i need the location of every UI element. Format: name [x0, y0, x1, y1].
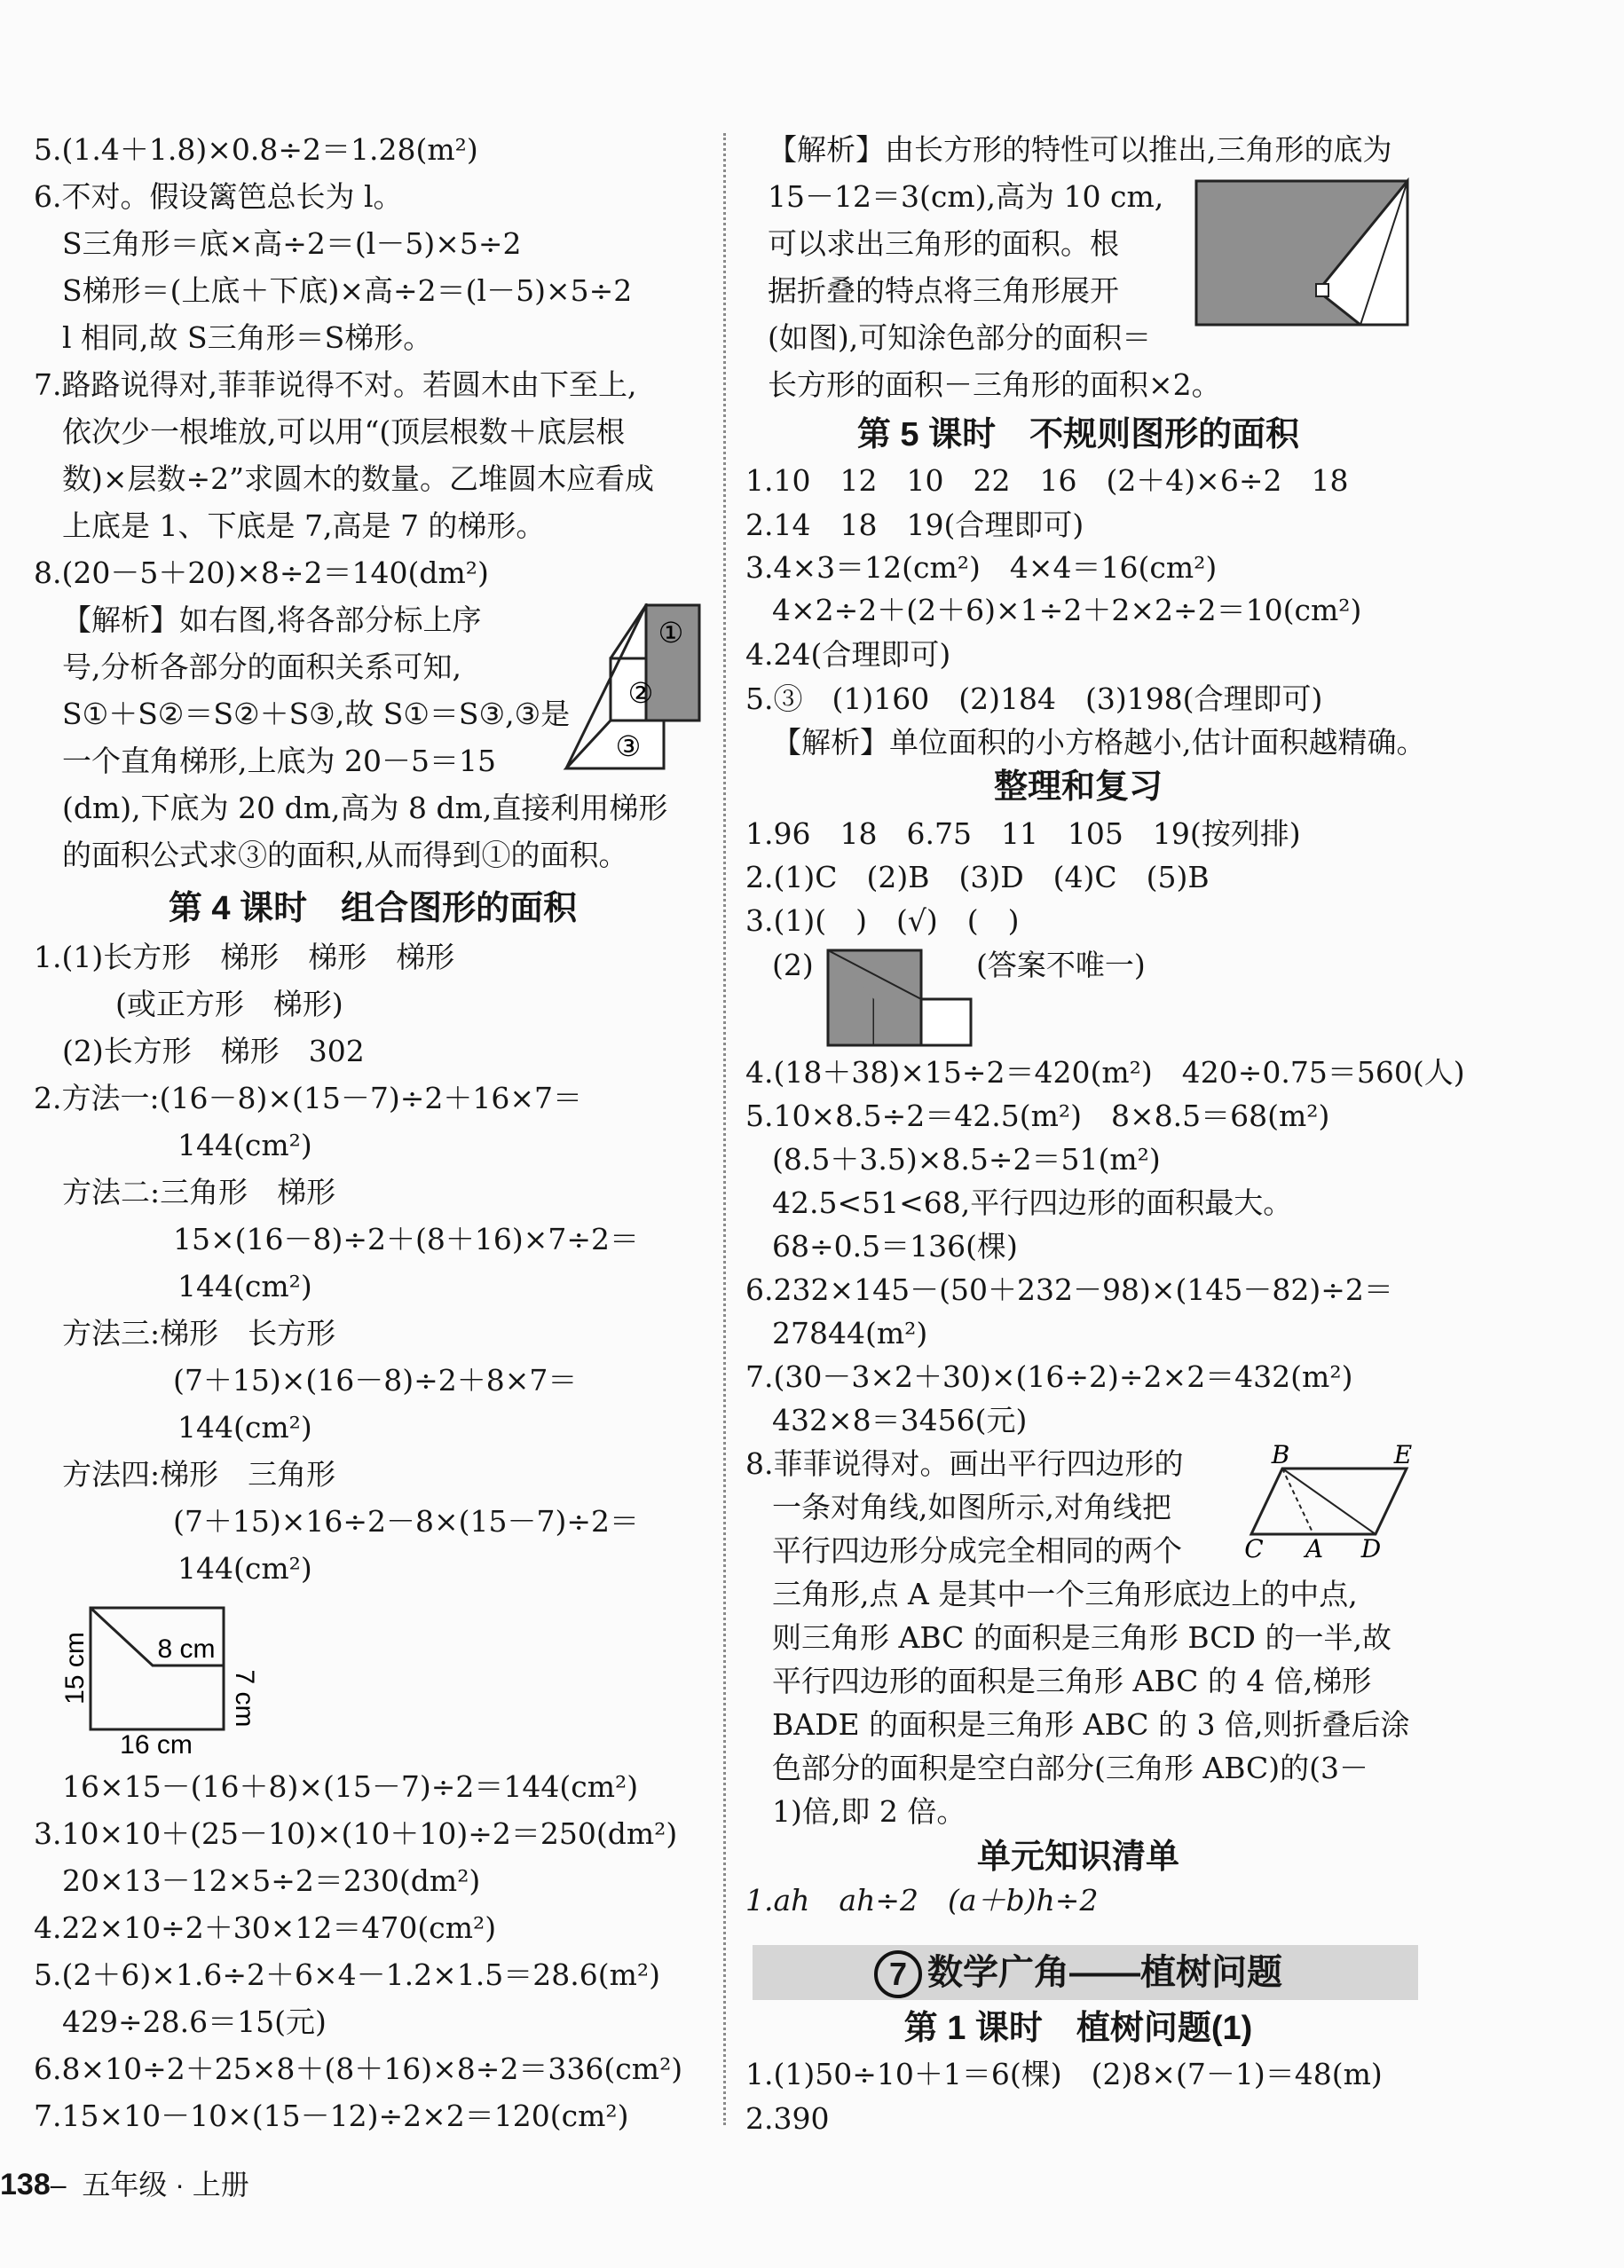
text-line: S三角形＝底×高÷2＝(l－5)×5÷2 [62, 226, 522, 261]
region-label: ① [658, 616, 684, 650]
section-heading: 第 5 课时 不规则图形的面积 [856, 416, 1300, 453]
text-line: 7.(30－3×2＋30)×(16÷2)÷2×2＝432(m²) [745, 1359, 1353, 1394]
text-line: 5.(2＋6)×1.6÷2＋6×4－1.2×1.5＝28.6(m²) [34, 1957, 661, 1992]
text-line: 方法四:梯形 三角形 [62, 1457, 336, 1492]
text-line: 432×8＝3456(元) [772, 1403, 1028, 1437]
text-line: 方法三:梯形 长方形 [62, 1316, 336, 1351]
text-line: 1)倍,即 2 倍。 [772, 1794, 966, 1829]
text-line: 4.22×10÷2＋30×12＝470(cm²) [34, 1910, 497, 1945]
text-line: 三角形,点 A 是其中一个三角形底边上的中点, [772, 1577, 1358, 1611]
text-line: 【解析】由长方形的特性可以推出,三角形的底为 [768, 132, 1392, 167]
vertex-label: B [1271, 1442, 1290, 1469]
vertex-label: C [1244, 1534, 1264, 1559]
folded-rectangle-figure [1194, 177, 1411, 328]
text-line: 42.5<51<68,平行四边形的面积最大。 [772, 1185, 1293, 1220]
footer-dash: – [50, 2169, 67, 2201]
text-line: 可以求出三角形的面积。根 [768, 226, 1119, 261]
text-line: 2.(1)C (2)B (3)D (4)C (5)B [745, 860, 1210, 894]
dimension-label: 15 cm [60, 1632, 90, 1705]
text-line: (如图),可知涂色部分的面积＝ [768, 320, 1152, 355]
text-line: 6.不对。假设篱笆总长为 l。 [34, 179, 403, 214]
text-line: 4.(18＋38)×15÷2＝420(m²) 420÷0.75＝560(人) [745, 1055, 1465, 1090]
text-line: (2) [772, 948, 814, 982]
stacked-trapezoid-figure [557, 603, 708, 772]
text-line: 429÷28.6＝15(元) [62, 2004, 327, 2039]
parallelogram-figure [1238, 1442, 1415, 1559]
text-line: S梯形＝(上底＋下底)×高÷2＝(l－5)×5÷2 [62, 273, 633, 308]
text-line: 144(cm²) [177, 1128, 312, 1162]
page-number: 138 [0, 2168, 51, 2201]
text-line: 依次少一根堆放,可以用“(顶层根数＋底层根 [62, 414, 626, 449]
text-line: 20×13－12×5÷2＝230(dm²) [62, 1863, 481, 1898]
text-line: 1.(1)50÷10＋1＝6(棵) (2)8×(7－1)＝48(m) [745, 2057, 1383, 2091]
text-line: 7.路路说得对,菲菲说得不对。若圆木由下至上, [34, 367, 637, 402]
text-line: 2.方法一:(16－8)×(15－7)÷2＋16×7＝ [34, 1081, 583, 1115]
text-line: 1.(1)长方形 梯形 梯形 梯形 [34, 940, 455, 974]
text-line: 2.14 18 19(合理即可) [745, 508, 1084, 542]
page-footer [0, 2165, 249, 2204]
text-line: 一个直角梯形,上底为 20－5＝15 [62, 744, 496, 778]
text-line: 6.8×10÷2＋25×8＋(8＋16)×8÷2＝336(cm²) [34, 2051, 683, 2086]
text-line: (2)长方形 梯形 302 [62, 1034, 365, 1068]
section-heading: 整理和复习 [993, 768, 1163, 806]
text-line: (或正方形 梯形) [115, 987, 343, 1021]
text-line: (dm),下底为 20 dm,高为 8 dm,直接利用梯形 [62, 791, 668, 825]
text-line: 则三角形 ABC 的面积是三角形 BCD 的一半,故 [772, 1620, 1391, 1655]
text-line: 16×15－(16＋8)×(15－7)÷2＝144(cm²) [62, 1769, 639, 1804]
text-line: 4.24(合理即可) [745, 637, 951, 672]
text-line: 68÷0.5＝136(棵) [772, 1229, 1018, 1264]
text-line: 15－12＝3(cm),高为 10 cm, [768, 179, 1164, 214]
vertex-label: A [1305, 1534, 1324, 1559]
text-line: (7＋15)×16÷2－8×(15－7)÷2＝ [173, 1504, 640, 1539]
region-label: ② [627, 676, 654, 710]
dimension-label: 16 cm [120, 1730, 193, 1757]
chapter-title: 数学广角——植树问题 [927, 1953, 1282, 1992]
text-line: (答案不唯一) [976, 948, 1146, 982]
text-line: 据折叠的特点将三角形展开 [768, 273, 1119, 308]
text-line: 长方形的面积－三角形的面积×2。 [768, 367, 1221, 402]
text-line: 5.③ (1)160 (2)184 (3)198(合理即可) [745, 681, 1323, 716]
vertex-label: D [1360, 1534, 1382, 1559]
text-line: 6.232×145－(50＋232－98)×(145－82)÷2＝ [745, 1272, 1393, 1307]
chapter-number-badge: 7 [874, 1950, 922, 1998]
dimension-label: 7 cm [230, 1669, 259, 1728]
text-line: 上底是 1、下底是 7,高是 7 的梯形。 [62, 508, 546, 543]
text-line: 144(cm²) [177, 1410, 312, 1445]
text-line: 2.390 [745, 2101, 830, 2136]
text-line: 3.4×3＝12(cm²) 4×4＝16(cm²) [745, 550, 1218, 585]
shaded-grid-figure [825, 948, 976, 1049]
text-line: 【解析】单位面积的小方格越小,估计面积越精确。 [772, 725, 1426, 760]
text-line: 3.(1)( ) (√) ( ) [745, 903, 1020, 938]
text-line: 一条对角线,如图所示,对角线把 [772, 1490, 1171, 1524]
text-line: 7.15×10－10×(15－12)÷2×2＝120(cm²) [34, 2099, 629, 2133]
text-line: 方法二:三角形 梯形 [62, 1175, 336, 1209]
text-line: 1.96 18 6.75 11 105 19(按列排) [745, 816, 1301, 851]
rectangle-dimension-figure [53, 1597, 275, 1757]
text-line: 平行四边形的面积是三角形 ABC 的 4 倍,梯形 [772, 1664, 1372, 1698]
text-line: 8.菲菲说得对。画出平行四边形的 [745, 1446, 1184, 1481]
text-line: 15×(16－8)÷2＋(8＋16)×7÷2＝ [173, 1222, 640, 1256]
text-line: 5.10×8.5÷2＝42.5(m²) 8×8.5＝68(m²) [745, 1099, 1330, 1133]
text-line: S①＋S②＝S②＋S③,故 S①＝S③,③是 [62, 697, 571, 731]
text-line: 号,分析各部分的面积关系可知, [62, 650, 461, 684]
region-label: ③ [615, 729, 642, 763]
text-line: 5.(1.4＋1.8)×0.8÷2＝1.28(m²) [34, 132, 478, 167]
text-line: 色部分的面积是空白部分(三角形 ABC)的(3－ [772, 1751, 1369, 1785]
section-heading: 第 4 课时 组合图形的面积 [168, 890, 578, 927]
text-line: 数)×层数÷2”求圆木的数量。乙堆圆木应看成 [62, 461, 655, 496]
text-line: 3.10×10＋(25－10)×(10＋10)÷2＝250(dm²) [34, 1816, 678, 1851]
text-line: (7＋15)×(16－8)÷2＋8×7＝ [173, 1363, 578, 1398]
text-line: 的面积公式求③的面积,从而得到①的面积。 [62, 838, 628, 872]
grade-label: 五年级 · 上册 [82, 2169, 249, 2201]
vertex-label: E [1393, 1442, 1413, 1469]
text-line: 1.ah ah÷2 (a＋b)h÷2 [745, 1883, 1099, 1918]
text-line: BADE 的面积是三角形 ABC 的 3 倍,则折叠后涂 [772, 1707, 1410, 1742]
text-line: (8.5＋3.5)×8.5÷2＝51(m²) [772, 1142, 1161, 1177]
section-heading: 第 1 课时 植树问题(1) [903, 2010, 1253, 2047]
text-line: 8.(20－5＋20)×8÷2＝140(dm²) [34, 555, 489, 590]
column-divider [723, 133, 726, 2125]
text-line: 4×2÷2＋(2＋6)×1÷2＋2×2÷2＝10(cm²) [772, 593, 1362, 627]
text-line: 【解析】如右图,将各部分标上序 [62, 602, 482, 637]
section-heading: 单元知识清单 [976, 1839, 1179, 1876]
text-line: 1.10 12 10 22 16 (2＋4)×6÷2 18 [745, 463, 1349, 498]
text-line: 144(cm²) [177, 1551, 312, 1586]
text-line: 平行四边形分成完全相同的两个 [772, 1533, 1182, 1568]
dimension-label: 8 cm [157, 1634, 216, 1664]
text-line: l 相同,故 S三角形＝S梯形。 [62, 320, 433, 355]
text-line: 144(cm²) [177, 1269, 312, 1303]
text-line: 27844(m²) [772, 1316, 928, 1351]
